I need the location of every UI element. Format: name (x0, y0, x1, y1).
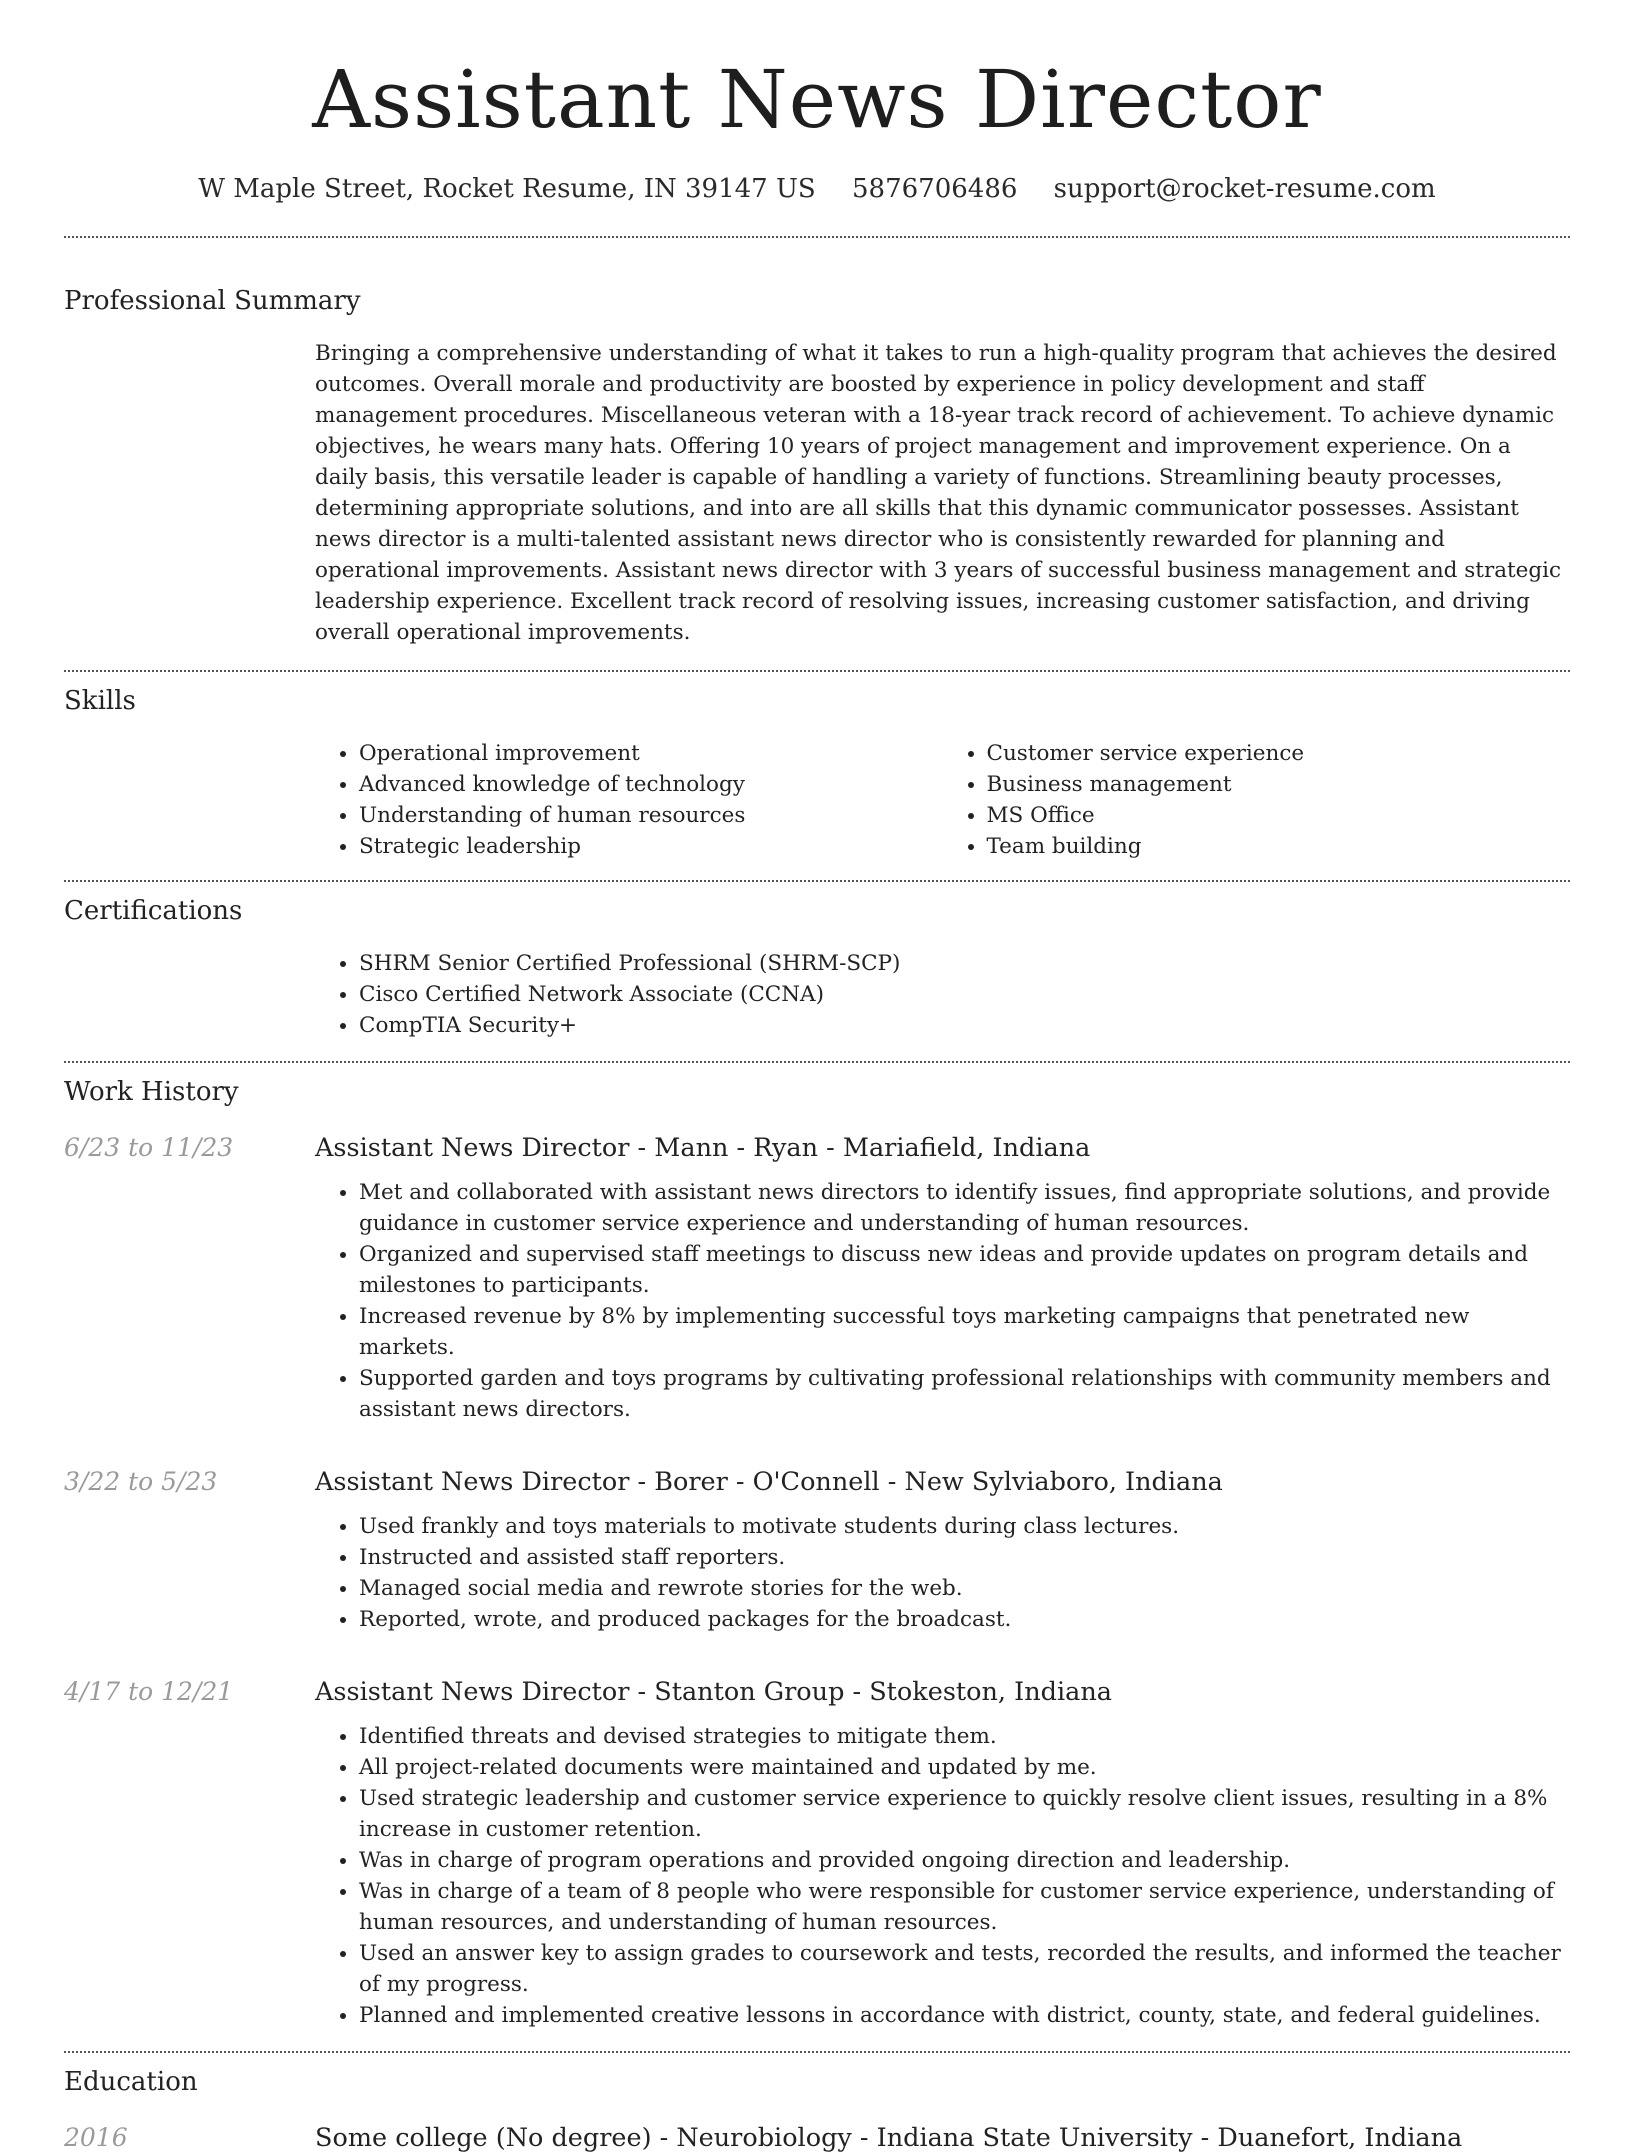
job-bullet: • Used an answer key to assign grades to coursework and tests, recorded the results, and informed the teacher of my progress. (359, 1938, 1570, 2000)
resume-page (64, 0, 1570, 2155)
job-header (64, 1675, 1570, 1709)
job-title: Assistant News Director - Stanton Group - Stokeston, Indiana (315, 1677, 1112, 1707)
job-entry (64, 1131, 1570, 1425)
job-bullets (315, 1721, 1570, 2031)
skill-item: • Strategic leadership (359, 831, 943, 862)
contact-phone: 5876706486 (851, 174, 1018, 204)
job-dates: 4/17 to 12/21 (64, 1677, 234, 1706)
job-bullet: • Met and collaborated with assistant news directors to identify issues, find appropriate solutions, and provide guidance in customer service experience and understanding of human resources. (359, 1177, 1570, 1239)
job-bullets (315, 1511, 1570, 1635)
job-title: Assistant News Director - Borer - O'Connell - New Sylviaboro, Indiana (315, 1467, 1223, 1497)
job-bullet: • Was in charge of program operations and provided ongoing direction and leadership. (359, 1845, 1570, 1876)
summary-heading: Professional Summary (64, 286, 361, 316)
skills-grid (315, 738, 1570, 862)
contact-line (64, 172, 1570, 206)
resume-name: Assistant News Director (312, 53, 1322, 146)
section-divider (64, 1061, 1570, 1063)
certifications-heading: Certifications (64, 896, 243, 926)
section-divider (64, 880, 1570, 882)
skill-item: • Team building (987, 831, 1571, 862)
job-bullets (315, 1177, 1570, 1425)
education-section (64, 2065, 1570, 2155)
job-bullet: • Was in charge of a team of 8 people who were responsible for customer service experience, understanding of human resources, and understanding of human resources. (359, 1876, 1570, 1938)
job-bullet: • Organized and supervised staff meetings to discuss new ideas and provide updates on program details and milestones to participants. (359, 1239, 1570, 1301)
job-bullet: • Instructed and assisted staff reporters. (359, 1542, 1570, 1573)
education-heading: Education (64, 2067, 198, 2097)
job-bullet: • All project-related documents were maintained and updated by me. (359, 1752, 1570, 1783)
work-history-section (64, 1075, 1570, 2031)
skill-item: • Understanding of human resources (359, 800, 943, 831)
job-bullet: • Planned and implemented creative lessons in accordance with district, county, state, and federal guidelines. (359, 2000, 1570, 2031)
education-year: 2016 (64, 2123, 128, 2152)
job-bullet: • Supported garden and toys programs by cultivating professional relationships with community members and assistant news directors. (359, 1363, 1570, 1425)
job-bullet: • Identified threats and devised strategies to mitigate them. (359, 1721, 1570, 1752)
education-header (64, 2121, 1570, 2155)
section-divider (64, 2051, 1570, 2053)
skill-item: • Operational improvement (359, 738, 943, 769)
education-title: Some college (No degree) - Neurobiology - Indiana State University - Duanefort, Indiana (315, 2123, 1463, 2153)
certifications-list (315, 948, 1570, 1041)
contact-address: W Maple Street, Rocket Resume, IN 39147 US (198, 174, 816, 204)
job-title: Assistant News Director - Mann - Ryan - Mariafield, Indiana (315, 1133, 1091, 1163)
job-dates: 3/22 to 5/23 (64, 1467, 218, 1496)
certification-item: • CompTIA Security+ (359, 1010, 1570, 1041)
certification-item: • SHRM Senior Certified Professional (SHRM-SCP) (359, 948, 1570, 979)
job-bullet: • Used frankly and toys materials to motivate students during class lectures. (359, 1511, 1570, 1542)
skill-item: • Business management (987, 769, 1571, 800)
job-bullet: • Used strategic leadership and customer service experience to quickly resolve client issues, resulting in a 8% increase in customer retention. (359, 1783, 1570, 1845)
job-dates: 6/23 to 11/23 (64, 1133, 234, 1162)
section-divider (64, 670, 1570, 672)
skills-list-left (315, 738, 943, 862)
job-bullet: • Increased revenue by 8% by implementing successful toys marketing campaigns that penetrated new markets. (359, 1301, 1570, 1363)
summary-section (64, 284, 1570, 648)
skill-item: • Customer service experience (987, 738, 1571, 769)
skills-list-right (943, 738, 1571, 862)
certifications-section (64, 894, 1570, 1041)
job-header (64, 1465, 1570, 1499)
summary-text: Bringing a comprehensive understanding of what it takes to run a high-quality program that achieves the desired outcomes. Overall morale and productivity are boosted by experience in policy development and staff management procedures. Miscellaneous veteran with a 18-year track record of achievement. To achieve dynamic objectives, he wears many hats. Offering 10 years of project management and improvement experience. On a daily basis, this versatile leader is capable of handling a variety of functions. Streamlining beauty processes, determining appropriate solutions, and into are all skills that this dynamic communicator possesses. Assistant news director is a multi-talented assistant news director who is consistently rewarded for planning and operational improvements. Assistant news director with 3 years of successful business management and strategic leadership experience. Excellent track record of resolving issues, increasing customer satisfaction, and driving overall operational improvements. (315, 341, 1562, 645)
summary-content (315, 338, 1570, 648)
contact-email[interactable]: support@rocket-resume.com (1053, 174, 1436, 204)
education-entry (64, 2121, 1570, 2155)
job-entry (64, 1675, 1570, 2031)
skills-section (64, 684, 1570, 862)
skills-heading: Skills (64, 686, 136, 716)
skill-item: • MS Office (987, 800, 1571, 831)
job-entry (64, 1465, 1570, 1635)
certifications-content (315, 948, 1570, 1041)
skill-item: • Advanced knowledge of technology (359, 769, 943, 800)
job-bullet: • Managed social media and rewrote stories for the web. (359, 1573, 1570, 1604)
job-header (64, 1131, 1570, 1165)
header-divider (64, 236, 1570, 238)
job-bullet: • Reported, wrote, and produced packages for the broadcast. (359, 1604, 1570, 1635)
certification-item: • Cisco Certified Network Associate (CCNA) (359, 979, 1570, 1010)
work-history-heading: Work History (64, 1077, 239, 1107)
